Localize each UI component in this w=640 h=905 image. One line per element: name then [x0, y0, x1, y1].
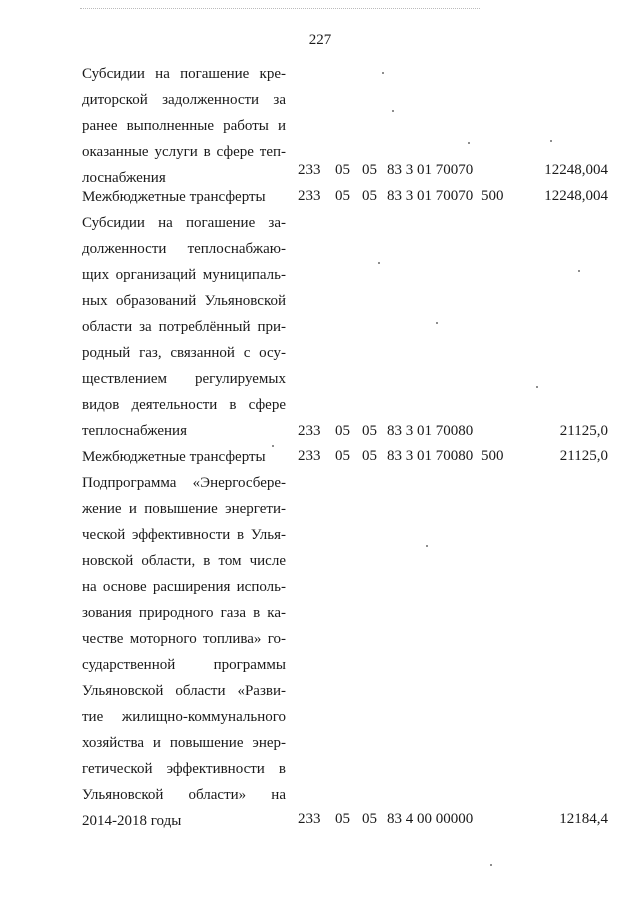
scan-speck — [426, 545, 428, 547]
description-line: новской области, в том числе — [82, 553, 286, 569]
description-line: Ульяновской области «Разви- — [82, 683, 286, 699]
description-line: щих организаций муниципаль- — [82, 267, 286, 283]
code-section: 05 — [335, 162, 350, 178]
scan-speck — [468, 142, 470, 144]
description-line: Субсидии на погашение за- — [82, 215, 286, 231]
description-line: Межбюджетные трансферты — [82, 189, 266, 205]
description-line: 2014-2018 годы — [82, 813, 182, 829]
scan-speck — [382, 72, 384, 74]
code-ved: 233 — [298, 811, 321, 827]
description-line: хозяйства и повышение энер- — [82, 735, 286, 751]
description-line: области за потреблённый при- — [82, 319, 286, 335]
amount: 12248,004 — [544, 162, 608, 178]
scan-speck — [490, 864, 492, 866]
description-line: ранее выполненные работы и — [82, 118, 286, 134]
code-expense-type: 500 — [481, 188, 504, 204]
code-target-article: 83 3 01 70080 — [387, 448, 474, 464]
description-line: ществлением регулируемых — [82, 371, 286, 387]
page-number: 227 — [308, 32, 332, 48]
row-description — [82, 470, 286, 834]
code-subsection: 05 — [362, 162, 377, 178]
description-line: на основе расширения исполь- — [82, 579, 286, 595]
description-line: родный газ, связанной с осу- — [82, 345, 286, 361]
scan-speck — [550, 140, 552, 142]
description-line: диторской задолженности за — [82, 92, 286, 108]
description-line: долженности теплоснабжаю- — [82, 241, 286, 257]
code-section: 05 — [335, 811, 350, 827]
scan-artifact-marks — [80, 8, 480, 13]
description-line: Ульяновской области» на — [82, 787, 286, 803]
amount: 12184,4 — [559, 811, 608, 827]
code-subsection: 05 — [362, 188, 377, 204]
scan-speck — [392, 110, 394, 112]
description-line: честве моторного топлива» го- — [82, 631, 286, 647]
description-line: оказанные услуги в сфере теп- — [82, 144, 286, 160]
code-section: 05 — [335, 188, 350, 204]
scan-speck — [436, 322, 438, 324]
code-target-article: 83 3 01 70070 — [387, 188, 474, 204]
scan-speck — [578, 270, 580, 272]
code-target-article: 83 3 01 70070 — [387, 162, 474, 178]
description-line: Межбюджетные трансферты — [82, 449, 266, 465]
code-target-article: 83 4 00 00000 — [387, 811, 474, 827]
amount: 21125,0 — [559, 423, 608, 439]
description-line: теплоснабжения — [82, 423, 187, 439]
description-line: сударственной программы — [82, 657, 286, 673]
description-line: зования природного газа в ка- — [82, 605, 286, 621]
code-ved: 233 — [298, 188, 321, 204]
code-subsection: 05 — [362, 423, 377, 439]
code-subsection: 05 — [362, 448, 377, 464]
description-line: ческой эффективности в Улья- — [82, 527, 286, 543]
code-target-article: 83 3 01 70080 — [387, 423, 474, 439]
code-subsection: 05 — [362, 811, 377, 827]
code-section: 05 — [335, 448, 350, 464]
code-ved: 233 — [298, 423, 321, 439]
description-line: ных образований Ульяновской — [82, 293, 286, 309]
code-ved: 233 — [298, 162, 321, 178]
code-expense-type: 500 — [481, 448, 504, 464]
row-description — [82, 61, 286, 191]
amount: 21125,0 — [559, 448, 608, 464]
description-line: жение и повышение энергети- — [82, 501, 286, 517]
description-line: видов деятельности в сфере — [82, 397, 286, 413]
description-line: Подпрограмма «Энергосбере- — [82, 475, 286, 491]
scan-speck — [536, 386, 538, 388]
description-line: Субсидии на погашение кре- — [82, 66, 286, 82]
row-description — [82, 184, 286, 210]
code-section: 05 — [335, 423, 350, 439]
row-description — [82, 210, 286, 444]
description-line: гетической эффективности в — [82, 761, 286, 777]
row-description — [82, 444, 286, 470]
amount: 12248,004 — [544, 188, 608, 204]
scan-speck — [378, 262, 380, 264]
description-line: тие жилищно-коммунального — [82, 709, 286, 725]
code-ved: 233 — [298, 448, 321, 464]
scan-speck — [272, 445, 274, 447]
description-line: лоснабжения — [82, 170, 166, 186]
